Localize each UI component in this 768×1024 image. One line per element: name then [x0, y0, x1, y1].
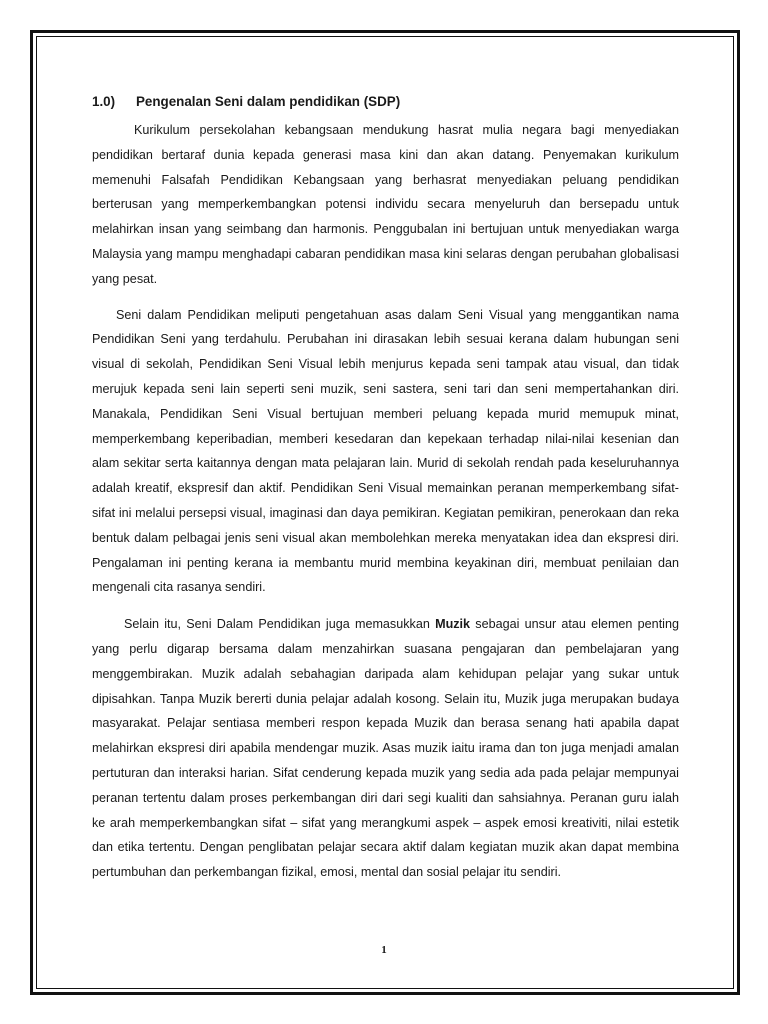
- bold-term-muzik: Muzik: [435, 617, 471, 632]
- section-heading: [92, 92, 679, 112]
- paragraph-kurikulum: Kurikulum persekolahan kebangsaan mendukung hasrat mulia negara bagi menyediakan pendidikan bertaraf dunia kepada generasi masa kini dan akan datang. Penyemakan kurikulum memenuhi Falsafah Pendidikan Kebangsaan yang berhasrat menyediakan peluang pendidikan berterusan yang memperkembangkan potensi individu secara menyeluruh dan bersepadu untuk melahirkan insan yang seimbang dan harmonis. Penggubalan ini bertujuan untuk menyediakan warga Malaysia yang mampu menghadapi cabaran pendidikan masa kini selaras dengan perubahan globalisasi yang pesat.: [92, 123, 679, 286]
- paragraph-muzik-rest: sebagai unsur atau elemen penting yang perlu digarap bersama dalam menzahirkan suasana pengajaran dan pembelajaran yang menggembirakan. Muzik adalah sebahagian daripada alam kehidupan pelajar yang sukar untuk dipisahkan. Tanpa Muzik bererti dunia pelajar adalah kosong. Selain itu, Muzik juga merupakan budaya masyarakat. Pelajar sentiasa memberi respon kepada Muzik dan berasa senang hati apabila dapat melahirkan ekspresi diri apabila mendengar muzik. Asas muzik iaitu irama dan ton juga menjadi amalan pertuturan dan interaksi harian. Sifat cenderung kepada muzik yang sedia ada pada pelajar mempunyai peranan tertentu dalam proses perkembangan diri dari segi kualiti dan sahsiahnya. Peranan guru ialah ke arah memperkembangkan sifat – sifat yang merangkumi aspek – aspek emosi kreativiti, nilai estetik dan etika tertentu. Dengan penglibatan pelajar secara aktif dalam kegiatan muzik akan dapat membina pertumbuhan dan perkembangan fizikal, emosi, mental dan sosial pelajar itu sendiri.: [92, 617, 679, 880]
- paragraph-muzik: [92, 612, 679, 885]
- paragraph-seni-visual: Seni dalam Pendidikan meliputi pengetahuan asas dalam Seni Visual yang menggantikan nama Pendidikan Seni yang terdahulu. Perubahan ini dirasakan lebih sesuai kerana dalam hubungan seni visual di sekolah, Pendidikan Seni Visual lebih menjurus kepada seni tampak atau visual, dan tidak merujuk kepada seni lain seperti seni muzik, seni sastera, seni tari dan seni mempertahankan diri. Manakala, Pendidikan Seni Visual bertujuan memberi peluang kepada murid memupuk minat, memperkembang keperibadian, memberi kesedaran dan kepekaan terhadap nilai-nilai kesenian dan alam sekitar serta kaitannya dengan mata pelajaran lain. Murid di sekolah rendah pada keseluruhannya adalah kreatif, ekspresif dan aktif. Pendidikan Seni Visual memainkan peranan memperkembang sifat-sifat ini melalui persepsi visual, imaginasi dan daya pemikiran. Kegiatan pemikiran, penerokaan dan reka bentuk dalam pelbagai jenis seni visual akan membolehkan mereka menyatakan idea dan ekspresi diri. Pengalaman ini penting kerana ia membantu murid membina keyakinan diri, membuat penilaian dan mengenali cita rasanya sendiri.: [92, 307, 679, 595]
- document-body: [92, 92, 679, 885]
- section-title: Pengenalan Seni dalam pendidikan (SDP): [136, 94, 401, 109]
- page-number: 1: [381, 944, 387, 956]
- paragraph-muzik-start: Selain itu, Seni Dalam Pendidikan juga memasukkan: [124, 617, 436, 632]
- section-number: 1.0): [92, 94, 116, 109]
